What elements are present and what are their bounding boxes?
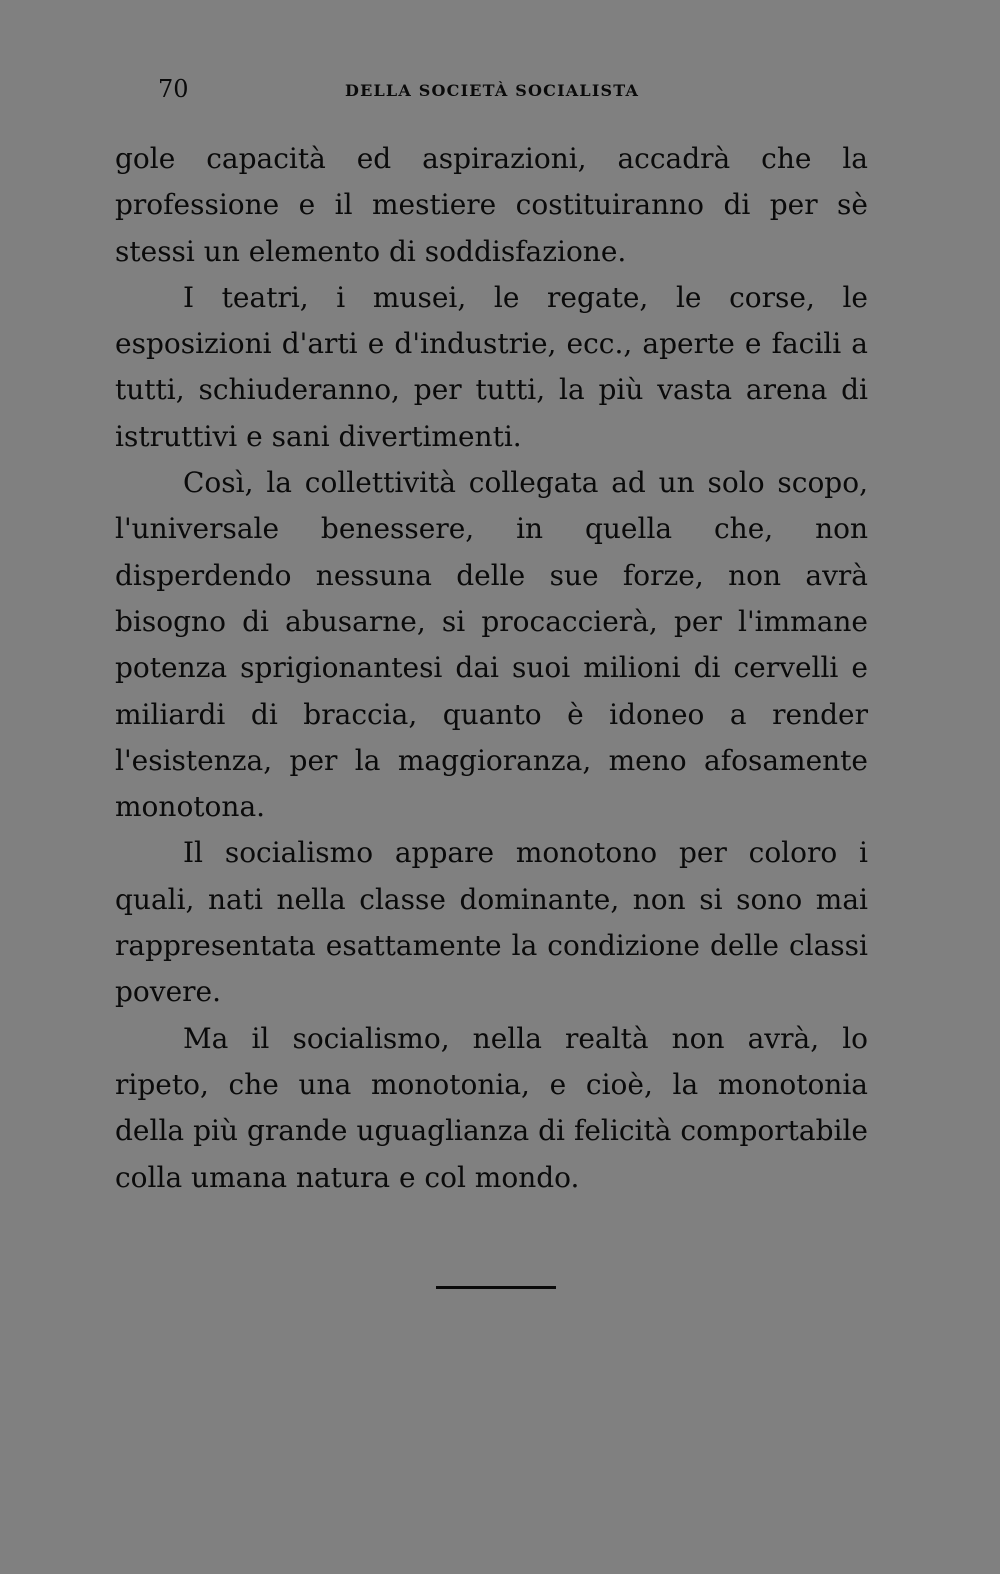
running-head xyxy=(0,72,1000,106)
paragraph: Ma il socialismo, nella realtà non avrà, lo ripeto, che una monotonia, e cioè, la monotonia della più grande uguaglianza di felicità comportabile colla umana natura e col mondo. xyxy=(115,1021,868,1194)
end-rule xyxy=(436,1286,556,1289)
paragraph-continued: gole capacità ed aspirazioni, accadrà che la professione e il mestiere costituiranno di per sè stessi un elemento di soddisfazione. xyxy=(115,142,868,268)
paragraph: Il socialismo appare monotono per coloro i quali, nati nella classe dominante, non si sono mai rappresentata esattamente la condizione delle classi povere. xyxy=(115,836,868,1009)
body-text xyxy=(115,136,868,1201)
page-number: 70 xyxy=(158,75,189,103)
paragraph: I teatri, i musei, le regate, le corse, le esposizioni d'arti e d'industrie, ecc., aperte e facili a tutti, schiuderanno, per tutti, la più vasta arena di istruttivi e sani divertimenti. xyxy=(115,280,868,453)
paragraph: Così, la collettività collegata ad un solo scopo, l'universale benessere, in quella che, non disperdendo nessuna delle sue forze, non avrà bisogno di abusarne, si procaccierà, per l'immane potenza sprigionantesi dai suoi milioni di cervelli e miliardi di braccia, quanto è idoneo a render l'esistenza, per la maggioranza, meno afosamente monotona. xyxy=(115,466,868,824)
running-title: DELLA SOCIETÀ SOCIALISTA xyxy=(345,81,640,100)
